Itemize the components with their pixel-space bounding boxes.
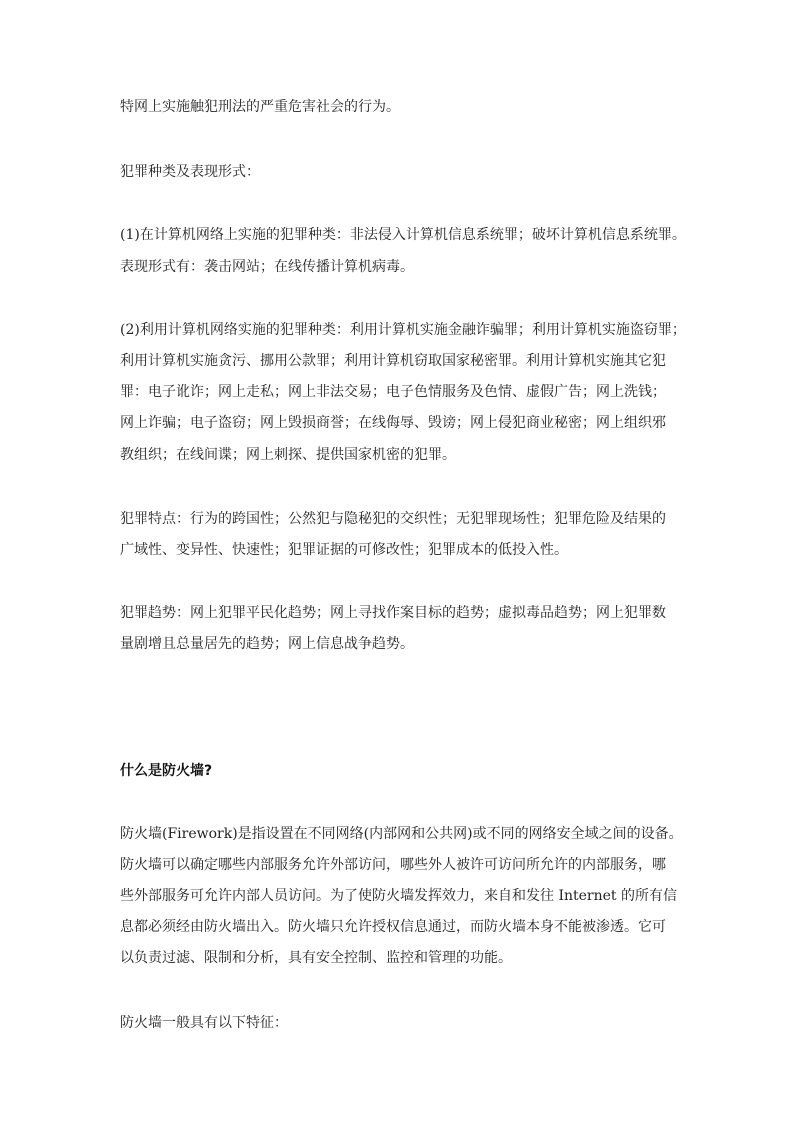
crime-type-2-line-1: (2)利用计算机网络实施的犯罪种类：利用计算机实施金融诈骗罪；利用计算机实施盗窃罪； [120,322,686,338]
firewall-line-2: 防火墙可以确定哪些内部服务允许外部访问，哪些外人被许可访问所允许的内部服务，哪 [120,857,666,873]
crime-type-2-line-2: 利用计算机实施贪污、挪用公款罪；利用计算机窃取国家秘密罪。利用计算机实施其它犯 [120,353,666,369]
paragraph-intro: 特网上实施触犯刑法的严重危害社会的行为。 [120,99,400,115]
crime-type-2-line-5: 教组织；在线间谍；网上刺探、提供国家机密的犯罪。 [120,447,456,463]
crime-features-line-1: 犯罪特点：行为的跨国性；公然犯与隐秘犯的交织性；无犯罪现场性；犯罪危险及结果的 [120,511,666,527]
firewall-features-title: 防火墙一般具有以下特征： [120,1015,288,1031]
crime-type-2-line-3: 罪：电子讹诈；网上走私；网上非法交易；电子色情服务及色情、虚假广告；网上洗钱； [120,384,666,400]
crime-type-1-line-1: (1)在计算机网络上实施的犯罪种类：非法侵入计算机信息系统罪；破坏计算机信息系统罪。 [120,227,686,243]
crime-trends-line-2: 量剧增且总量居先的趋势；网上信息战争趋势。 [120,636,414,652]
firewall-line-1: 防火墙(Firework)是指设置在不同网络(内部网和公共网)或不同的网络安全域之间的设备。 [120,826,683,842]
firewall-line-4: 息都必须经由防火墙出入。防火墙只允许授权信息通过，而防火墙本身不能被渗透。它可 [120,919,666,935]
firewall-line-5: 以负责过滤、限制和分析，具有安全控制、监控和管理的功能。 [120,950,512,966]
crime-type-2-line-4: 网上诈骗；电子盗窃；网上毁损商誉；在线侮辱、毁谤；网上侵犯商业秘密；网上组织邪 [120,415,666,431]
firewall-line-3: 些外部服务可允许内部人员访问。为了使防火墙发挥效力，来自和发往 Internet 的所有信 [120,888,677,904]
crime-trends-line-1: 犯罪趋势：网上犯罪平民化趋势；网上寻找作案目标的趋势；虚拟毒品趋势；网上犯罪数 [120,605,666,621]
crime-type-1-line-2: 表现形式有：袭击网站；在线传播计算机病毒。 [120,259,414,275]
crime-types-title: 犯罪种类及表现形式： [120,164,260,180]
firewall-heading: 什么是防火墙? [120,763,213,779]
crime-features-line-2: 广域性、变异性、快速性；犯罪证据的可修改性；犯罪成本的低投入性。 [120,542,568,558]
